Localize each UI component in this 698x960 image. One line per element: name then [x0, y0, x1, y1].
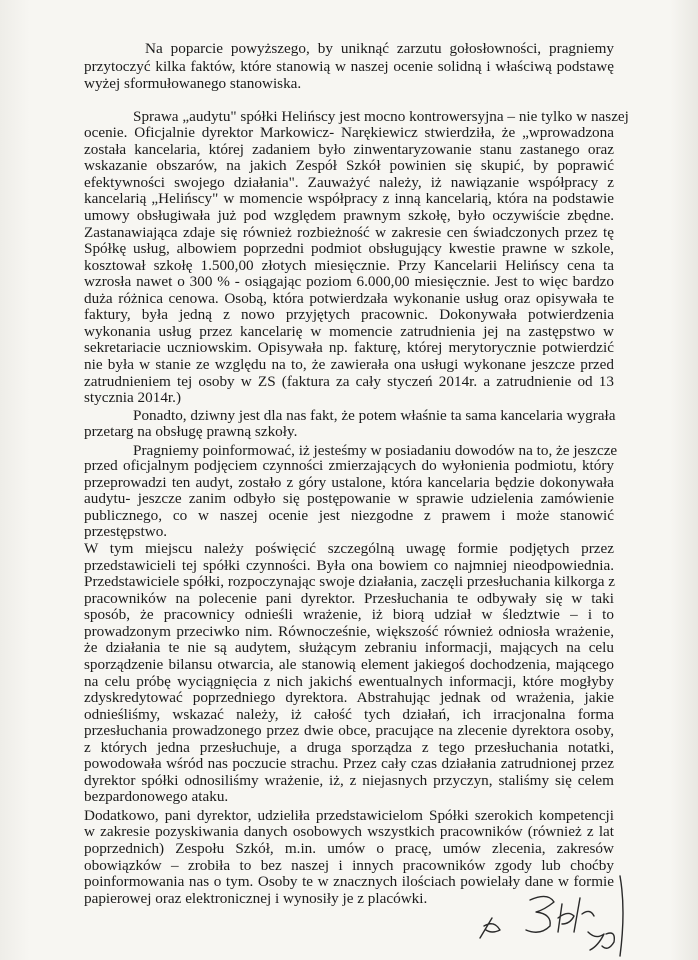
text-line: kosztował szkołę 1.500,00 złotych miesięcznie. Przy Kancelarii Helińscy cena ta [84, 257, 614, 274]
text-line: Spółkę usług, albowiem poprzedni podmiot obsługujący kwestie prawne w szkole, [84, 240, 614, 257]
text-line: przesłuchania prowadzonego przez dwie obce, pracujące na zlecenie dyrektora osoby, [84, 722, 614, 739]
text-line: publicznego, co w naszej ocenie jest niezgodne z prawem i może stanowić [84, 507, 614, 524]
text-line: stycznia 2014r.) [84, 389, 182, 406]
text-line: pracowników na polecenie pani dyrektor. Przesłuchania te odbywały się w taki [84, 590, 614, 607]
handwritten-signature [470, 870, 670, 960]
text-line: wskazanie obszarów, na jakich Zespół Szkół powinien się skupić, by poprawić [84, 157, 614, 174]
text-line: W tym miejscu należy poświęcić szczególną uwagę formie podjętych przez [84, 540, 614, 557]
text-line: poprzednich) Zespołu Szkół, m.in. umów o pracę, umów zlecenia, zakresów [84, 840, 614, 857]
text-line: wyżej sformułowanego stanowiska. [84, 75, 302, 92]
text-line: sposób, że pracownicy odnieśli wrażenie, iż biorą udział w śledztwie – i to [84, 606, 614, 623]
text-line: na celu próbę wyciągnięcia z nich jakichś ewentualnych informacji, które mogłyby [84, 673, 614, 690]
text-line: obowiązków – zrobiła to bez naszej i innych pracowników zgody lub choćby [84, 857, 614, 874]
text-line: została kancelaria, której zadaniem było zinwentaryzowanie stanu zastanego oraz [84, 141, 614, 158]
text-line: sekretariacie uczniowskim. Opisywała np. fakturę, której merytorycznie potwierdzić [84, 339, 614, 356]
text-line: Dodatkowo, pani dyrektor, udzieliła przedstawicielom Spółki szerokich kompetencji [84, 807, 614, 824]
text-line: faktury, była jedną z nowo przyjętych pracownic. Dokonywała potwierdzenia [84, 306, 614, 323]
text-line: poinformowania nas o tym. Osoby te w znacznych ilościach powielały dane w formie [84, 873, 614, 890]
text-line: przeprowadzi ten audyt, zostało z góry ustalone, która kancelaria będzie dokonywała [84, 474, 614, 491]
text-line: odnieśliśmy, wskazać należy, iż całość tych działań, ich irracjonalna forma [84, 706, 614, 723]
text-line: w zakresie pozyskiwania danych osobowych wszystkich pracowników (również z lat [84, 823, 614, 840]
text-line: Przedstawiciele spółki, rozpoczynając swoje działania, zaczęli przesłuchania kilkorga z [84, 573, 616, 590]
text-line: Ponadto, dziwny jest dla nas fakt, że potem właśnie ta sama kancelaria wygrała [133, 407, 616, 424]
text-line: wzrosła nawet o 300 % - osiągając poziom 6.000,00 miesięcznie. Jest to więc bardzo [84, 273, 614, 290]
text-line: dyrektor spółki odnosiliśmy wrażenie, iż, z niejasnych przyczyn, staliśmy się celem [84, 772, 614, 789]
text-line: Pragniemy poinformować, iż jesteśmy w posiadaniu dowodów na to, że jeszcze [133, 442, 618, 459]
text-line: przytoczyć kilka faktów, które stanowią w naszej ocenie solidną i właściwą podstawę [84, 58, 614, 75]
text-line: ocenie. Oficjalnie dyrektor Markowicz- Narękiewicz stwierdziła, że „wprowadzona [84, 124, 614, 141]
text-line: przedstawicieli tej spółki czynności. Była ona bowiem co najmniej nieodpowiednia. [84, 557, 614, 574]
text-line: powodowała wśród nas poczucie strachu. Przez cały czas działania zatrudnionej przez [84, 755, 614, 772]
text-line: że działania te nie są audytem, służącym zebraniu informacji, mających na celu [84, 639, 614, 656]
text-line: duża różnica cenowa. Osobą, która potwierdzała wykonanie usług oraz opisywała te [84, 290, 614, 307]
text-line: kancelarią „Helińscy" w momencie współpracy z inną kancelarią, która na podstawie [84, 190, 614, 207]
text-line: z których jedna przesłuchuje, a druga sporządza z tego przesłuchania notatki, [84, 739, 614, 756]
text-line: przed oficjalnym podjęciem czynności zmierzających do wyłonienia podmiotu, który [84, 457, 614, 474]
text-line: nie była w stanie ze względu na to, że zawierała ona usługi wykonane jeszcze przed [84, 356, 614, 373]
text-line: Sprawa „audytu" spółki Helińscy jest mocno kontrowersyjna – nie tylko w naszej [133, 108, 629, 125]
text-line: sporządzenie bilansu otwarcia, ale stanowią element jakiegoś dochodzenia, mającego [84, 656, 614, 673]
text-line: papierowej oraz elektronicznej i wynosiły je z placówki. [84, 890, 428, 907]
text-line: Zastanawiająca zdaje się również rozbieżność w zakresie cen świadczonych przez tę [84, 224, 614, 241]
text-line: zatrudnieniem tej osoby w ZS (faktura za cały styczeń 2014r. a zatrudnienie od 13 [84, 373, 614, 390]
text-line: audytu- jeszcze zanim odbyło się postępowanie w sprawie udzielenia zamówienie [84, 490, 614, 507]
text-line: przestępstwo. [84, 523, 168, 540]
text-line: wykonania usług przez kancelarię w momencie zatrudnienia jej na zastępstwo w [84, 323, 614, 340]
text-line: bezpardonowego ataku. [84, 788, 229, 805]
text-line: zdyskredytować poprzedniego dyrektora. Abstrahując jednak od wrażenia, jakie [84, 689, 614, 706]
text-line: efektywności swojego działania". Zauważyć należy, iż nawiązanie współpracy z [84, 174, 614, 191]
text-line: przetarg na obsługę prawną szkoły. [84, 423, 298, 440]
text-line: umowy obsługiwała już pod względem prawnym szkołę, było oczywiście zbędne. [84, 207, 614, 224]
text-line: prowadzonym przeciwko nim. Równocześnie, większość również odniosła wrażenie, [84, 623, 614, 640]
text-line: Na poparcie powyższego, by uniknąć zarzutu gołosłowności, pragniemy [145, 40, 614, 57]
